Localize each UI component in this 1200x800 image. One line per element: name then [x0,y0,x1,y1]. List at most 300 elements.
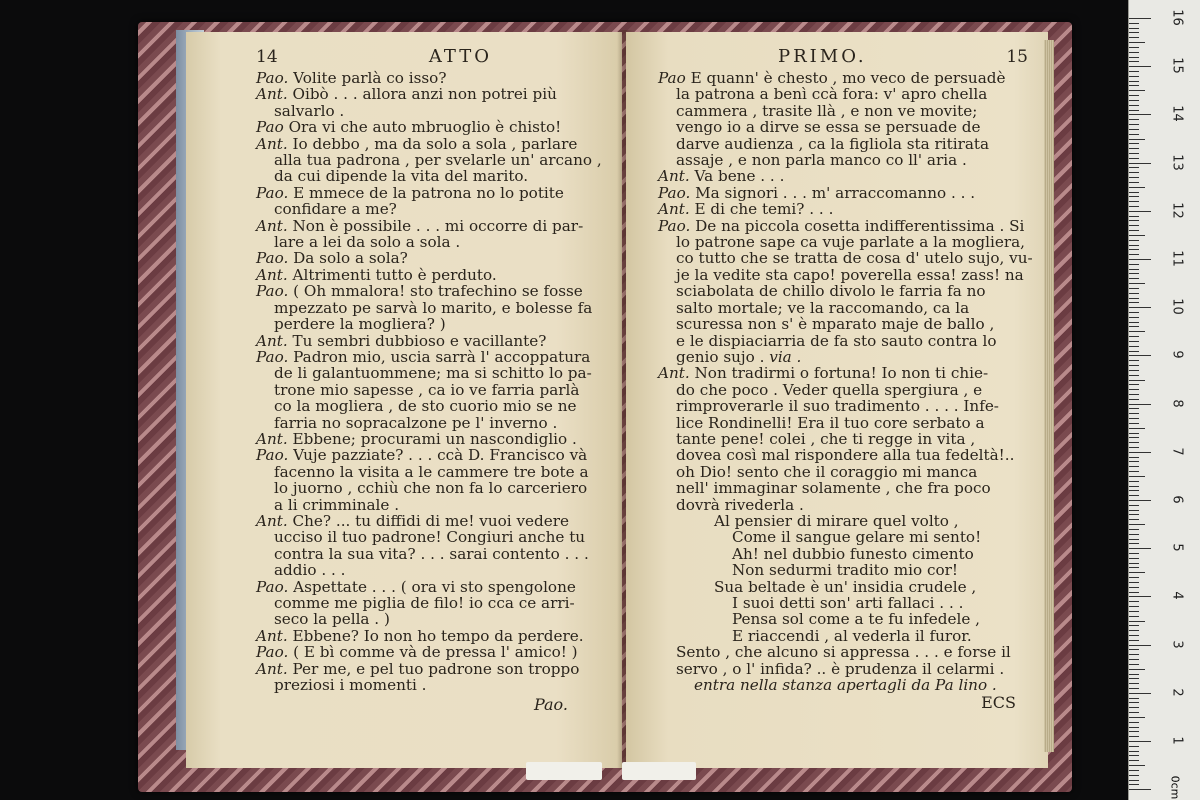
ruler-tick [1129,698,1139,699]
text-line [658,447,1028,463]
ruler-tick [1129,567,1139,568]
text-line [256,415,602,431]
ruler-tick [1129,66,1151,67]
ruler-tick [1129,322,1139,323]
line-text: Vuje pazziate? . . . ccà D. Francisco và [293,446,588,465]
ruler-tick [1129,95,1139,96]
ruler-tick [1129,245,1139,246]
ruler-tick [1129,139,1145,140]
line-text: mpezzato pe sarvà lo marito, e bolesse fa [274,298,593,317]
ruler-tick [1129,717,1145,718]
ruler-tick [1129,240,1139,241]
ruler-tick [1129,90,1145,91]
stage-direction [658,677,1028,693]
ruler-tick [1129,216,1139,217]
ruler-tick [1129,572,1145,573]
ruler-tick [1129,495,1139,496]
ruler-tick [1129,192,1139,193]
text-line [658,316,1028,332]
speaker-label: Pao [256,118,289,137]
measurement-ruler [1128,0,1200,800]
line-text: Tu sembri dubbioso e vacillante? [292,331,547,350]
text-line [256,579,602,595]
line-text: lare a lei da solo a sola . [274,233,461,252]
line-text: entra nella stanza apertagli da Pa lino . [694,676,997,695]
ruler-tick [1129,592,1139,593]
ruler-tick [1129,307,1151,308]
text-line [658,86,1028,102]
ruler-tick [1129,471,1139,472]
ruler-tick [1129,577,1139,578]
line-text: assaje , e non parla manco co ll' aria . [676,151,967,170]
line-text: nell' immaginar solamente , che fra poco [676,479,991,498]
text-line [658,480,1028,496]
line-text: ucciso il tuo padrone! Congiuri anche tu [274,528,586,547]
ruler-tick [1129,360,1139,361]
line-text: trone mio sapesse , ca io ve farria parlà [274,380,580,399]
line-text: Non è possibile . . . mi occorre di par- [292,216,584,235]
speaker-label: Pao. [256,643,294,662]
ruler-tick [1129,582,1139,583]
ruler-tick [1129,302,1139,303]
ruler-tick [1129,331,1145,332]
text-line [256,267,602,283]
ruler-tick [1129,206,1139,207]
text-line [658,579,1028,595]
ruler-tick [1129,129,1139,130]
speaker-label: Pao. [256,249,294,268]
ruler-tick [1129,389,1139,390]
left-page-number: 14 [256,47,278,67]
text-line [256,464,602,480]
ruler-tick [1129,225,1139,226]
text-line [256,382,602,398]
right-page-number: 15 [1006,47,1028,67]
line-text: lo patrone sape ca vuje parlate a la mogliera, [676,233,1025,252]
speaker-label: Ant. [658,167,695,186]
ruler-tick [1129,52,1139,53]
text-line [256,333,602,349]
ruler-tick [1129,702,1139,703]
line-text: salvarlo . [274,101,345,120]
line-text: da cui dipende la vita del marito. [274,167,529,186]
line-text: je la vedite sta capo! poverella essa! zass! na [676,265,1024,284]
ruler-number: 11 [1169,250,1185,267]
ruler-tick [1129,119,1139,120]
line-text: scuressa non s' è mparato maje de ballo , [676,315,995,334]
text-line [658,529,1028,545]
ruler-tick [1129,746,1139,747]
left-page [186,32,622,768]
ruler-tick [1129,23,1139,24]
ruler-tick [1129,727,1139,728]
ruler-tick [1129,283,1145,284]
ruler-tick [1129,172,1139,173]
line-text: Io debbo , ma da solo a sola , parlare [292,134,578,153]
ruler-unit: 0cm [1168,775,1182,800]
line-text: confidare a me? [274,200,397,219]
ruler-tick [1129,640,1139,641]
ruler-number: 6 [1169,495,1185,504]
text-line [256,349,602,365]
ruler-number: 3 [1169,639,1185,649]
line-text: la patrona a benì ccà fora: v' apro chella [676,85,988,104]
speaker-label: Pao. [256,183,294,202]
text-line [256,431,602,447]
ruler-tick [1129,336,1139,337]
text-line [256,234,602,250]
speaker-label: Pao. [256,577,294,596]
ruler-tick [1129,678,1139,679]
ruler-tick [1129,731,1139,732]
line-text: Sua beltade è un' insidia crudele , [714,577,977,596]
ruler-tick [1129,259,1151,260]
ruler-tick [1129,201,1139,202]
ruler-tick [1129,399,1139,400]
speaker-label: Ant. [256,85,293,104]
ruler-tick [1129,346,1139,347]
ruler-tick [1129,71,1139,72]
line-text: a li crimminale . [274,495,400,514]
line-text: Per me, e pel tuo padrone son troppo [292,659,580,678]
line-text: alla tua padrona , per svelarle un' arcano , [274,151,602,170]
line-text: Non tradirmi o fortuna! Io non ti chie- [694,364,989,383]
line-text: genio sujo . [676,347,765,366]
ruler-tick [1129,770,1139,771]
text-line [256,218,602,234]
line-text: darve audienza , ca la figliola sta ritirata [676,134,990,153]
text-line [256,103,602,119]
ruler-tick [1129,404,1151,405]
ruler-tick [1129,760,1139,761]
speaker-label: Ant. [658,200,695,219]
line-text: Al pensier di mirare quel volto , [714,511,959,530]
text-line [658,218,1028,234]
line-text: Da solo a sola? [293,249,408,268]
ruler-tick [1129,298,1139,299]
text-line [658,546,1028,562]
ruler-number: 13 [1169,153,1185,171]
ruler-number: 2 [1169,688,1185,697]
ruler-number: 10 [1169,298,1185,315]
ruler-tick [1129,264,1139,265]
line-text: facenno la visita a le cammere tre bote a [274,462,589,481]
text-line [658,628,1028,644]
text-line [256,398,602,414]
ruler-tick [1129,32,1139,33]
text-line [658,513,1028,529]
stage-direction: via . [764,347,802,366]
speaker-label: Ant. [256,265,293,284]
ruler-tick [1129,375,1139,376]
ruler-number: 12 [1169,202,1185,219]
ruler-tick [1129,418,1139,419]
ruler-tick [1129,100,1139,101]
line-text: preziosi i momenti . [274,676,427,695]
ruler-number: 5 [1169,543,1185,552]
ruler-tick [1129,42,1145,43]
ruler-tick [1129,481,1139,482]
text-line [256,365,602,381]
text-line [658,267,1028,283]
text-line [658,152,1028,168]
ruler-tick [1129,669,1145,670]
line-text: Ora vi che auto mbruoglio è chisto! [288,118,562,137]
text-line [256,644,602,660]
ruler-tick [1129,408,1139,409]
ruler-tick [1129,394,1139,395]
line-text: do che poco . Veder quella spergiura , e [676,380,983,399]
left-head-title: ATTO [428,46,492,67]
line-text: addio . . . [274,561,346,580]
line-text: salto mortale; ve la raccomando, ca la [676,298,970,317]
ruler-tick [1129,211,1151,212]
signature-mark: ECS [981,693,1016,713]
ruler-tick [1129,780,1139,781]
right-page [626,32,1048,768]
right-running-head [658,46,1028,68]
ruler-tick [1129,736,1139,737]
speaker-label: Ant. [256,659,293,678]
text-line [256,86,602,102]
ruler-tick [1129,365,1139,366]
ruler-tick [1129,539,1139,540]
ruler-tick [1129,621,1145,622]
text-line [658,103,1028,119]
line-text: cammera , trasite llà , e non ve movite; [676,101,978,120]
text-line [658,398,1028,414]
speaker-label: Ant. [256,626,293,645]
line-text: de li galantuommene; ma si schitto lo pa- [274,364,592,383]
line-text: perdere la mogliera? ) [274,315,446,334]
ruler-tick [1129,28,1139,29]
ruler-tick [1129,57,1139,58]
ruler-tick [1129,664,1139,665]
text-line [658,497,1028,513]
line-text: Sento , che alcuno si appressa . . . e forse il [676,643,1011,662]
ruler-tick [1129,384,1139,385]
ruler-tick [1129,341,1139,342]
line-text: comme me piglia de filo! io cca ce arri- [274,594,575,612]
text-line [256,300,602,316]
ruler-number: 9 [1169,350,1185,360]
ruler-tick [1129,784,1139,785]
ruler-tick [1129,553,1139,554]
text-line [256,513,602,529]
ruler-tick [1129,683,1139,684]
ruler-tick [1129,235,1145,236]
text-line [658,185,1028,201]
ruler-tick [1129,293,1139,294]
line-text: farria no sopracalzone pe l' inverno . [274,413,558,432]
ruler-tick [1129,177,1139,178]
line-text: sciabolata de chillo divolo le farria fa no [676,282,986,301]
line-text: Ebbene? Io non ho tempo da perdere. [292,626,584,645]
text-line [256,595,602,611]
line-text: Ma signori . . . m' arraccomanno . . . [695,183,976,202]
line-text: ( Oh mmalora! sto trafechino se fosse [293,282,583,301]
line-text: E quann' è chesto , mo veco de persuadè [690,69,1006,87]
text-line [256,70,602,86]
text-line [658,611,1028,627]
text-line [256,119,602,135]
ruler-tick [1129,85,1139,86]
ruler-tick [1129,611,1139,612]
catchword: Pao. [533,695,568,715]
ruler-tick [1129,437,1139,438]
ruler-tick [1129,288,1139,289]
speaker-label: Ant. [256,331,293,350]
ruler-tick [1129,124,1139,125]
text-line [256,136,602,152]
line-text: E riaccendi , al vederla il furor. [732,626,972,645]
ruler-tick [1129,751,1139,752]
line-text: Padron mio, uscia sarrà l' accoppatura [293,347,591,366]
ruler-tick [1129,741,1151,742]
text-line [658,415,1028,431]
text-line [256,677,602,693]
text-line [658,136,1028,152]
page-edges [1044,40,1054,752]
line-text: E di che temi? . . . [694,200,834,219]
ruler-tick [1129,688,1139,689]
ruler-tick [1129,601,1139,602]
line-text: E mmece de la patrona no lo potite [293,183,564,202]
text-line [256,611,602,627]
ruler-tick [1129,659,1139,660]
line-text: tante pene! colei , che ti regge in vita , [676,429,976,448]
ruler-tick [1129,755,1139,756]
speaker-label: Pao. [256,446,294,465]
speaker-label: Ant. [256,429,293,448]
ruler-tick [1129,187,1145,188]
text-line [256,562,602,578]
ruler-tick [1129,182,1139,183]
speaker-label: Pao. [658,216,696,235]
ruler-tick [1129,196,1139,197]
line-text: co tutto che se tratta de cosa d' utelo sujo, vu- [676,249,1033,268]
ruler-tick [1129,370,1139,371]
line-text: Non sedurmi tradito mio cor! [732,561,958,580]
text-line [658,300,1028,316]
ruler-tick [1129,220,1139,221]
ruler-tick [1129,558,1139,559]
ruler-tick [1129,712,1139,713]
line-text: Ebbene; procurami un nascondiglio . [292,429,577,448]
text-line [256,152,602,168]
text-line [658,562,1028,578]
text-line [256,529,602,545]
text-line [658,201,1028,217]
ruler-tick [1129,317,1139,318]
line-text: dovea così mal rispondere alla tua fedeltà!.. [676,446,1015,465]
line-text: lice Rondinelli! Era il tuo core serbato a [676,413,985,432]
text-line [658,382,1028,398]
ruler-tick [1129,312,1139,313]
ruler-tick [1129,110,1139,111]
text-line [256,497,602,513]
ruler-tick [1129,143,1139,144]
text-line [658,431,1028,447]
ruler-tick [1129,722,1139,723]
ruler-number: 14 [1169,105,1185,123]
ruler-tick [1129,380,1145,381]
text-line [658,464,1028,480]
speaker-label: Pao [658,69,691,87]
ruler-tick [1129,707,1139,708]
left-text-block [256,70,602,693]
text-line [256,628,602,644]
ruler-tick [1129,789,1151,790]
line-text: co la mogliera , de sto cuorio mio se ne [274,397,577,416]
line-text: Come il sangue gelare mi sento! [732,528,982,547]
speaker-label: Pao. [658,183,696,202]
speaker-label: Pao. [256,69,294,87]
text-line [256,185,602,201]
text-line [256,201,602,217]
ruler-tick [1129,254,1139,255]
ruler-tick [1129,273,1139,274]
text-line [256,283,602,299]
ruler-tick [1129,587,1139,588]
speaker-label: Ant. [658,364,695,383]
ruler-tick [1129,490,1139,491]
ruler-tick [1129,645,1151,646]
ruler-tick [1129,500,1151,501]
ruler-tick [1129,524,1145,525]
text-line [256,168,602,184]
ruler-tick [1129,548,1151,549]
ruler-tick [1129,529,1139,530]
ruler-tick [1129,461,1139,462]
text-line [658,234,1028,250]
line-text: dovrà rivederla . [676,495,804,514]
speaker-label: Ant. [256,216,293,235]
line-text: Che? ... tu diffidi di me! vuoi vedere [292,511,569,530]
line-text: Ah! nel dubbio funesto cimento [732,544,974,563]
text-line [256,316,602,332]
ruler-tick [1129,693,1151,694]
ruler-number: 7 [1169,447,1185,456]
ruler-tick [1129,534,1139,535]
line-text: oh Dio! sento che il coraggio mi manca [676,462,978,481]
speaker-label: Pao. [256,282,294,301]
ruler-tick [1129,616,1139,617]
ruler-tick [1129,505,1139,506]
ruler-tick [1129,635,1139,636]
right-text-block [658,69,1033,695]
ruler-tick [1129,326,1139,327]
text-line [658,365,1028,381]
ruler-number: 15 [1169,57,1185,74]
line-text: contra la sua vita? . . . sarai contento . . . [274,544,589,563]
right-head-title: PRIMO. [778,46,867,67]
ruler-tick [1129,47,1139,48]
text-line [256,661,602,677]
ruler-tick [1129,249,1139,250]
ruler-tick [1129,61,1139,62]
ruler-tick [1129,457,1139,458]
text-line [658,644,1028,660]
ruler-tick [1129,654,1139,655]
ruler-tick [1129,114,1151,115]
speaker-label: Pao. [256,347,294,366]
text-line [658,661,1028,677]
text-line [658,119,1028,135]
text-line [256,546,602,562]
ruler-tick [1129,775,1139,776]
speaker-label: Ant. [256,511,293,530]
